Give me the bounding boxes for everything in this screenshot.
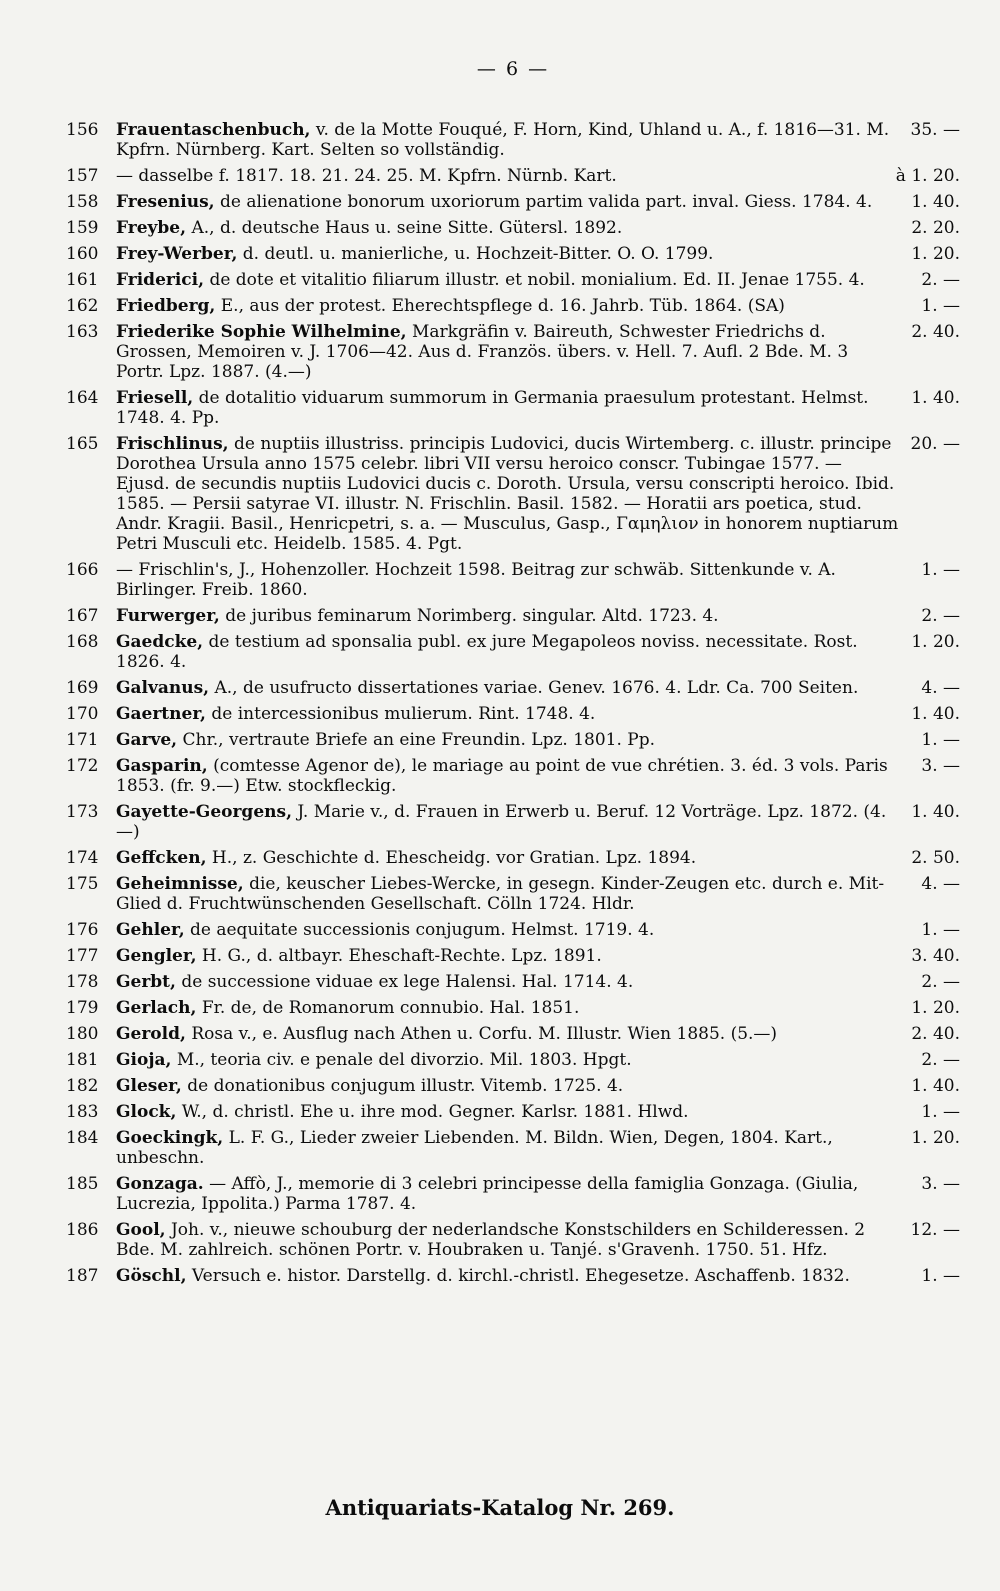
entry-price: 1. — (921, 920, 960, 940)
entry-body (116, 998, 960, 1018)
entry-body (116, 1266, 960, 1286)
entry-body (116, 218, 960, 238)
entry-body (116, 1128, 960, 1168)
entry-price: à 1. 20. (895, 166, 960, 186)
entry-author: Gaertner, (116, 704, 206, 724)
entry-number: 184 (66, 1128, 99, 1148)
entry-line (116, 632, 960, 672)
entry-number: 177 (66, 946, 99, 966)
entry-body (116, 244, 960, 264)
entry-line (116, 1050, 960, 1070)
entry-text: v. de la Motte Fouqué, F. Horn, Kind, Uhland u. A., f. 1816—31. M. Kpfrn. Nürnberg. Kart. Selten so vollständig. (116, 120, 890, 160)
entry-description (116, 1266, 850, 1286)
entry-price: 2. — (921, 1050, 960, 1070)
entry-number: 169 (66, 678, 99, 698)
entry-author: Gaedcke, (116, 632, 204, 652)
entry-number: 178 (66, 972, 99, 992)
entry-line (116, 678, 960, 698)
entry-description (116, 218, 622, 238)
entry-description (116, 802, 899, 842)
entry-text: — dasselbe f. 1817. 18. 21. 24. 25. M. Kpfrn. Nürnb. Kart. (116, 166, 617, 186)
catalog-entry (66, 678, 960, 698)
catalog-entry (66, 1220, 960, 1260)
entry-line (116, 874, 960, 914)
entry-description (116, 1128, 899, 1168)
entry-body (116, 1220, 960, 1260)
entry-description (116, 166, 617, 186)
catalog-entry (66, 218, 960, 238)
entry-line (116, 1174, 960, 1214)
entry-price: 2. — (921, 270, 960, 290)
catalog-entry (66, 1024, 960, 1044)
entry-body (116, 388, 960, 428)
catalog-entry (66, 322, 960, 382)
entry-body (116, 1024, 960, 1044)
entry-body (116, 1076, 960, 1096)
entry-body (116, 606, 960, 626)
entry-line (116, 218, 960, 238)
entry-author: Gerold, (116, 1024, 186, 1044)
entry-author: Freybe, (116, 218, 187, 238)
entry-number: 165 (66, 434, 99, 454)
entry-price: 1. 40. (911, 388, 960, 408)
entry-line (116, 192, 960, 212)
entry-number: 187 (66, 1266, 99, 1286)
catalog-entry (66, 946, 960, 966)
entry-body (116, 848, 960, 868)
entry-line (116, 1076, 960, 1096)
entry-body (116, 632, 960, 672)
entry-text: de intercessionibus mulierum. Rint. 1748. 4. (211, 704, 596, 724)
entry-number: 173 (66, 802, 99, 822)
catalog-entry (66, 270, 960, 290)
entry-line (116, 270, 960, 290)
entry-author: Frauentaschenbuch, (116, 120, 311, 140)
entry-line (116, 756, 960, 796)
entry-text: de testium ad sponsalia publ. ex jure Megapoleos noviss. necessitate. Rost. 1826. 4. (116, 632, 858, 672)
entry-text: Rosa v., e. Ausflug nach Athen u. Corfu. M. Illustr. Wien 1885. (5.—) (191, 1024, 778, 1044)
entry-price: 3. 40. (911, 946, 960, 966)
entry-author: Göschl, (116, 1266, 187, 1286)
entry-number: 185 (66, 1174, 99, 1194)
entry-description (116, 1174, 909, 1214)
entry-line (116, 730, 960, 750)
entry-line (116, 920, 960, 940)
entry-text: de juribus feminarum Norimberg. singular. Altd. 1723. 4. (225, 606, 719, 626)
catalog-entry (66, 434, 960, 554)
entry-description (116, 1220, 899, 1260)
entry-body (116, 120, 960, 160)
entry-body (116, 972, 960, 992)
entry-price: 1. 40. (911, 802, 960, 822)
entry-text: H. G., d. altbayr. Eheschaft-Rechte. Lpz. 1891. (201, 946, 602, 966)
entry-number: 160 (66, 244, 99, 264)
entry-price: 3. — (921, 756, 960, 776)
entry-body (116, 802, 960, 842)
entry-price: 1. 20. (911, 244, 960, 264)
entry-body (116, 166, 960, 186)
entry-price: 2. 50. (911, 848, 960, 868)
entry-line (116, 1024, 960, 1044)
entry-description (116, 848, 696, 868)
entry-number: 157 (66, 166, 99, 186)
entry-author: Friedberg, (116, 296, 216, 316)
entry-author: Frey-Werber, (116, 244, 238, 264)
catalog-entry (66, 802, 960, 842)
entry-description (116, 1076, 623, 1096)
entry-description (116, 1050, 632, 1070)
entry-price: 2. — (921, 606, 960, 626)
entry-description (116, 388, 899, 428)
entry-price: 2. — (921, 972, 960, 992)
entry-author: Gleser, (116, 1076, 182, 1096)
catalog-entry (66, 1050, 960, 1070)
entry-text: de donationibus conjugum illustr. Vitemb. 1725. 4. (187, 1076, 624, 1096)
entry-text: J. Marie v., d. Frauen in Erwerb u. Beruf. 12 Vorträge. Lpz. 1872. (4.—) (116, 802, 887, 842)
entry-number: 174 (66, 848, 99, 868)
entry-text: de dotalitio viduarum summorum in Germania praesulum protestant. Helmst. 1748. 4. Pp. (116, 388, 869, 428)
entry-description (116, 730, 655, 750)
entry-author: Goeckingk, (116, 1128, 224, 1148)
entry-line (116, 946, 960, 966)
catalog-entry (66, 1266, 960, 1286)
entry-price: 35. — (910, 120, 960, 140)
entry-line (116, 296, 960, 316)
entry-price: 2. 20. (911, 218, 960, 238)
catalog-entry (66, 120, 960, 160)
entry-text: die, keuscher Liebes-Wercke, in gesegn. Kinder-Zeugen etc. durch e. Mit-Glied d. Fruchtwünschenden Gesellschaft. Cölln 1724. Hldr. (116, 874, 885, 914)
entry-number: 182 (66, 1076, 99, 1096)
entry-line (116, 560, 960, 600)
entry-text: Fr. de, de Romanorum connubio. Hal. 1851. (201, 998, 580, 1018)
entry-line (116, 166, 960, 186)
entry-line (116, 322, 960, 382)
entry-price: 20. — (910, 434, 960, 454)
entry-description (116, 756, 909, 796)
catalog-entry (66, 848, 960, 868)
catalog-entry (66, 998, 960, 1018)
entry-price: 2. 40. (911, 322, 960, 342)
entry-author: Gayette-Georgens, (116, 802, 292, 822)
entry-body (116, 1050, 960, 1070)
entry-description (116, 678, 858, 698)
entry-number: 176 (66, 920, 99, 940)
entry-author: Gerbt, (116, 972, 176, 992)
entry-description (116, 606, 719, 626)
catalog-entry (66, 920, 960, 940)
entry-text: E., aus der protest. Eherechtspflege d. 16. Jahrb. Tüb. 1864. (SA) (220, 296, 785, 316)
catalog-entry (66, 296, 960, 316)
entry-price: 1. 40. (911, 192, 960, 212)
entry-text: H., z. Geschichte d. Ehescheidg. vor Gratian. Lpz. 1894. (211, 848, 697, 868)
entry-text: de nuptiis illustriss. principis Ludovici, ducis Wirtemberg. c. illustr. principe Dorothea Ursula anno 1575 celebr. libri VII versu heroico conscr. Tubingae 1577. — Ejusd. de secundis nuptiis Ludovici ducis c. Doroth. Ursula, versu conscripti heroico. Ibid. 1585. — Persii satyrae VI. illustr. N. Frischlin. Basil. 1582. — Horatii ars poetica, stud. Andr. Kragii. Basil., Henricpetri, s. a. — Musculus, Gasp., Γαμηλιον in honorem nuptiarum Petri Musculi etc. Heidelb. 1585. 4. Pgt. (116, 434, 899, 554)
entry-text: Chr., vertraute Briefe an eine Freundin. Lpz. 1801. Pp. (182, 730, 656, 750)
entry-number: 167 (66, 606, 99, 626)
catalog-entry (66, 632, 960, 672)
entry-number: 168 (66, 632, 99, 652)
catalog-entry (66, 560, 960, 600)
entry-description (116, 296, 785, 316)
entry-description (116, 972, 633, 992)
catalog-entry (66, 972, 960, 992)
entry-author: Friesell, (116, 388, 194, 408)
entry-price: 1. 40. (911, 1076, 960, 1096)
entry-body (116, 920, 960, 940)
entry-number: 156 (66, 120, 99, 140)
entry-line (116, 244, 960, 264)
entry-price: 1. — (921, 1102, 960, 1122)
entry-number: 170 (66, 704, 99, 724)
entry-text: L. F. G., Lieder zweier Liebenden. M. Bildn. Wien, Degen, 1804. Kart., unbeschn. (116, 1128, 833, 1168)
entry-price: 1. 20. (911, 632, 960, 652)
entry-author: Frischlinus, (116, 434, 229, 454)
entry-description (116, 322, 899, 382)
catalog-footer: Antiquariats-Katalog Nr. 269. (325, 1495, 675, 1520)
entry-number: 172 (66, 756, 99, 776)
entry-text: de aequitate successionis conjugum. Helmst. 1719. 4. (190, 920, 655, 940)
entry-number: 186 (66, 1220, 99, 1240)
entry-author: Gehler, (116, 920, 185, 940)
catalog-entry (66, 166, 960, 186)
entry-description (116, 998, 579, 1018)
entry-body (116, 434, 960, 554)
entry-number: 158 (66, 192, 99, 212)
entry-number: 181 (66, 1050, 99, 1070)
entry-number: 179 (66, 998, 99, 1018)
entry-description (116, 1024, 777, 1044)
entry-description (116, 1102, 689, 1122)
entry-line (116, 434, 960, 554)
catalog-entry (66, 1174, 960, 1214)
entry-line (116, 704, 960, 724)
entry-author: Gonzaga. (116, 1174, 204, 1194)
catalog-entry (66, 1128, 960, 1168)
entry-number: 175 (66, 874, 99, 894)
entry-description (116, 920, 654, 940)
entry-author: Friederike Sophie Wilhelmine, (116, 322, 407, 342)
entry-description (116, 120, 899, 160)
entry-author: Furwerger, (116, 606, 220, 626)
entry-line (116, 998, 960, 1018)
entry-price: 1. — (921, 296, 960, 316)
entry-body (116, 678, 960, 698)
entry-body (116, 270, 960, 290)
entry-description (116, 704, 595, 724)
entry-body (116, 322, 960, 382)
entry-line (116, 388, 960, 428)
entry-line (116, 848, 960, 868)
entry-text: de alienatione bonorum uxoriorum partim valida part. inval. Giess. 1784. 4. (220, 192, 873, 212)
entry-text: A., de usufructo dissertationes variae. Genev. 1676. 4. Ldr. Ca. 700 Seiten. (214, 678, 859, 698)
catalog-entry (66, 1102, 960, 1122)
catalog-entry (66, 244, 960, 264)
entry-author: Geffcken, (116, 848, 207, 868)
entry-text: Versuch e. histor. Darstellg. d. kirchl.-christl. Ehegesetze. Aschaffenb. 1832. (191, 1266, 850, 1286)
entry-number: 162 (66, 296, 99, 316)
entry-price: 2. 40. (911, 1024, 960, 1044)
entry-body (116, 874, 960, 914)
catalog-entry (66, 606, 960, 626)
entry-line (116, 120, 960, 160)
entry-body (116, 296, 960, 316)
entry-text: — Frischlin's, J., Hohenzoller. Hochzeit 1598. Beitrag zur schwäb. Sittenkunde v. A. Birlinger. Freib. 1860. (116, 560, 836, 600)
entry-author: Gioja, (116, 1050, 172, 1070)
entry-line (116, 972, 960, 992)
catalog-entry (66, 730, 960, 750)
entry-description (116, 434, 899, 554)
entry-list (66, 120, 960, 1286)
entry-author: Gengler, (116, 946, 197, 966)
entry-text: de successione viduae ex lege Halensi. Hal. 1714. 4. (181, 972, 634, 992)
entry-body (116, 946, 960, 966)
entry-price: 1. — (921, 730, 960, 750)
entry-line (116, 1220, 960, 1260)
catalog-entry (66, 874, 960, 914)
entry-number: 180 (66, 1024, 99, 1044)
entry-author: Garve, (116, 730, 178, 750)
entry-price: 12. — (910, 1220, 960, 1240)
catalog-entry (66, 192, 960, 212)
entry-price: 1. — (921, 560, 960, 580)
entry-body (116, 704, 960, 724)
entry-author: Gool, (116, 1220, 166, 1240)
entry-author: Gerlach, (116, 998, 197, 1018)
entry-number: 183 (66, 1102, 99, 1122)
entry-price: 1. — (921, 1266, 960, 1286)
catalog-entry (66, 1076, 960, 1096)
entry-number: 171 (66, 730, 99, 750)
entry-number: 159 (66, 218, 99, 238)
entry-description (116, 192, 872, 212)
entry-text: W., d. christl. Ehe u. ihre mod. Gegner. Karlsr. 1881. Hlwd. (181, 1102, 689, 1122)
catalog-entry (66, 756, 960, 796)
entry-author: Geheimnisse, (116, 874, 244, 894)
entry-text: Markgräfin v. Baireuth, Schwester Friedrichs d. Grossen, Memoiren v. J. 1706—42. Aus d. Französ. übers. v. Hell. 7. Aufl. 2 Bde. M. 3 Portr. Lpz. 1887. (4.—) (116, 322, 849, 382)
entry-author: Fresenius, (116, 192, 215, 212)
entry-description (116, 874, 909, 914)
entry-price: 4. — (921, 874, 960, 894)
entry-number: 164 (66, 388, 99, 408)
entry-body (116, 1174, 960, 1214)
entry-text: — Affò, J., memorie di 3 celebri principesse della famiglia Gonzaga. (Giulia, Lucrezia, Ippolita.) Parma 1787. 4. (116, 1174, 859, 1214)
entry-author: Galvanus, (116, 678, 210, 698)
entry-author: Gasparin, (116, 756, 208, 776)
entry-number: 163 (66, 322, 99, 342)
entry-description (116, 946, 602, 966)
entry-price: 4. — (921, 678, 960, 698)
entry-description (116, 560, 909, 600)
entry-price: 3. — (921, 1174, 960, 1194)
entry-price: 1. 20. (911, 1128, 960, 1148)
entry-description (116, 632, 899, 672)
entry-text: (comtesse Agenor de), le mariage au point de vue chrétien. 3. éd. 3 vols. Paris 1853. (fr. 9.—) Etw. stockfleckig. (116, 756, 888, 796)
catalog-entry (66, 704, 960, 724)
entry-number: 166 (66, 560, 99, 580)
entry-body (116, 730, 960, 750)
entry-line (116, 1128, 960, 1168)
entry-body (116, 1102, 960, 1122)
entry-line (116, 1102, 960, 1122)
entry-line (116, 1266, 960, 1286)
entry-price: 1. 40. (911, 704, 960, 724)
entry-author: Friderici, (116, 270, 205, 290)
entry-text: M., teoria civ. e penale del divorzio. Mil. 1803. Hpgt. (176, 1050, 632, 1070)
page-number: — 6 — (476, 58, 550, 80)
entry-text: de dote et vitalitio filiarum illustr. et nobil. monialium. Ed. II. Jenae 1755. 4. (209, 270, 865, 290)
entry-text: Joh. v., nieuwe schouburg der nederlandsche Konstschilders en Schilderessen. 2 Bde. M. zahlreich. schönen Portr. v. Houbraken u. Tanjé. s'Gravenh. 1750. 51. Hfz. (116, 1220, 866, 1260)
entry-description (116, 270, 865, 290)
entry-author: Glock, (116, 1102, 177, 1122)
entry-line (116, 606, 960, 626)
entry-body (116, 756, 960, 796)
entry-text: d. deutl. u. manierliche, u. Hochzeit-Bitter. O. O. 1799. (242, 244, 714, 264)
entry-body (116, 560, 960, 600)
entry-number: 161 (66, 270, 99, 290)
entry-price: 1. 20. (911, 998, 960, 1018)
entry-description (116, 244, 713, 264)
entry-text: A., d. deutsche Haus u. seine Sitte. Gütersl. 1892. (191, 218, 623, 238)
entry-line (116, 802, 960, 842)
entry-body (116, 192, 960, 212)
catalog-entry (66, 388, 960, 428)
